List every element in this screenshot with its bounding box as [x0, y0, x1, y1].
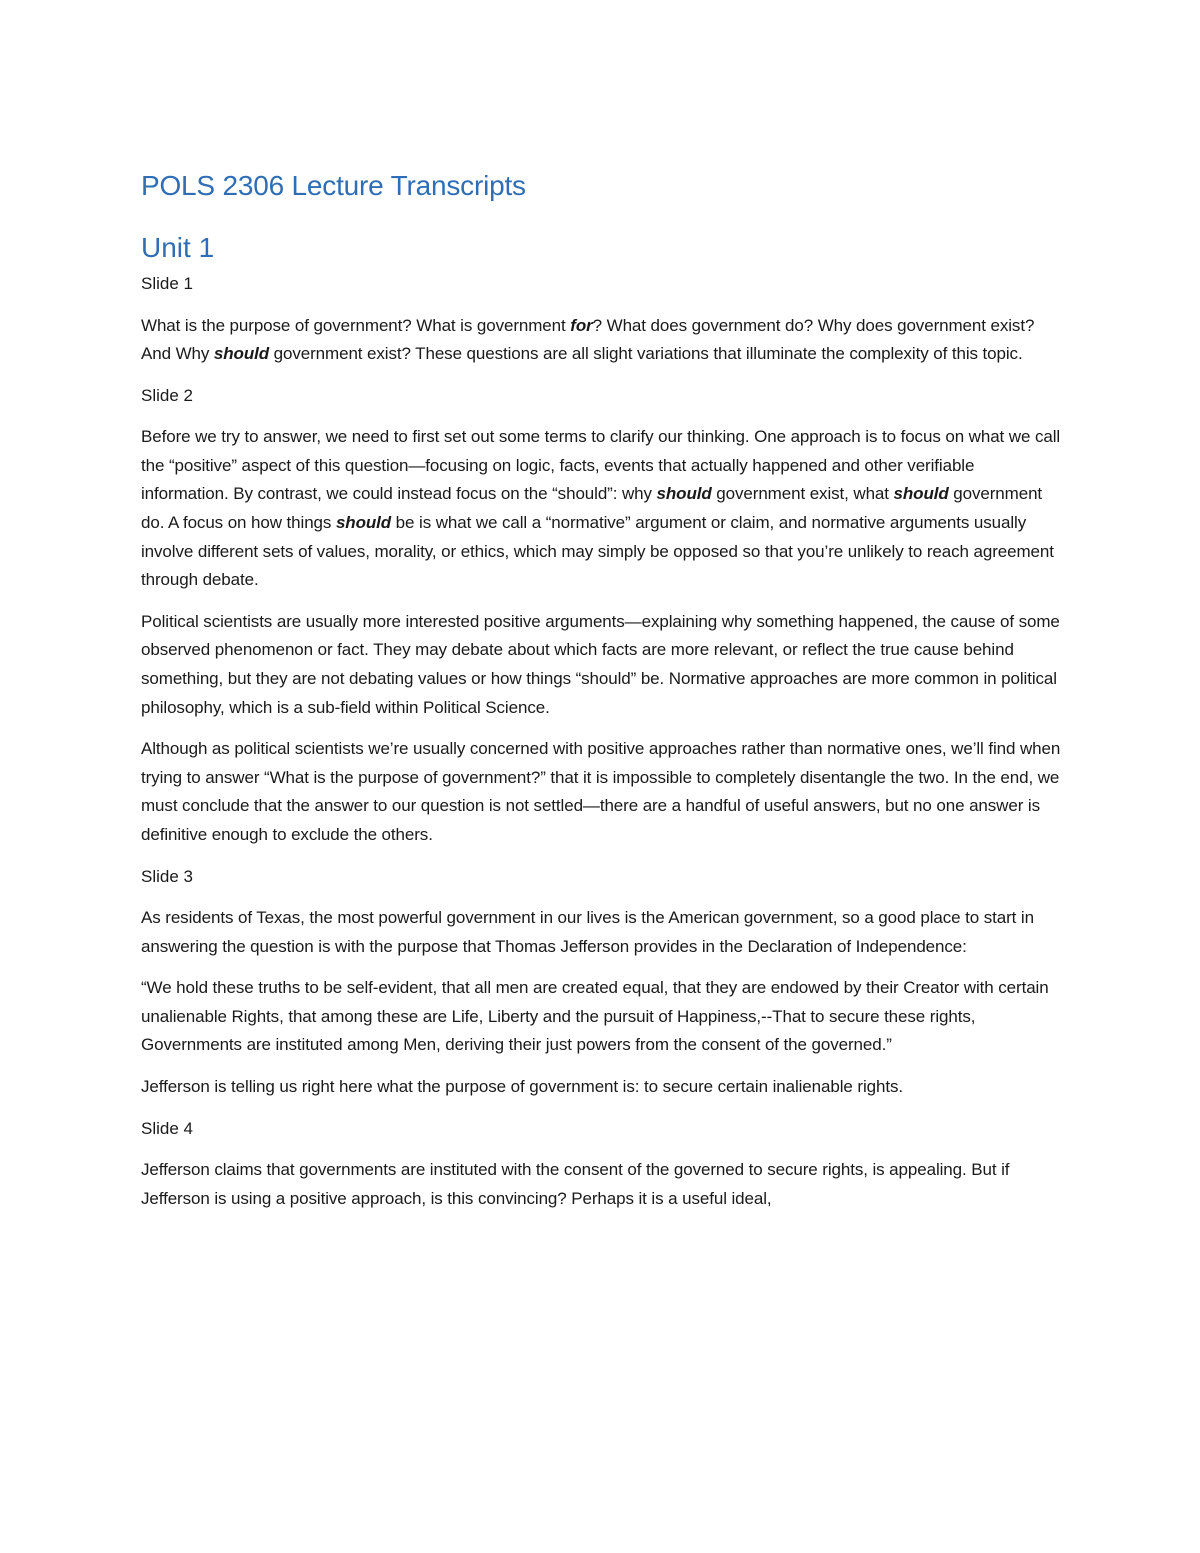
slide-3-quote: “We hold these truths to be self-evident, that all men are created equal, that they are endowed by their Creator with certain unalienable Rights, that among these are Life, Liberty and the pursuit of Happiness,--That to secure these rights, Governments are instituted among Men, deriving their just powers from the consent of the governed.” — [141, 978, 1049, 1055]
slide-4-heading: Slide 4 — [141, 1118, 193, 1138]
slide-4-paragraph-1: Jefferson claims that governments are instituted with the consent of the governed to secure rights, is appealing. But if Jefferson is using a positive approach, is this convincing? Perhaps it is a useful ideal, — [141, 1160, 1010, 1208]
emphasis-should: should — [335, 512, 392, 532]
slide-2-paragraph-1: Before we try to answer, we need to first set out some terms to clarify our thinking. One approach is to focus on what we call the “positive” aspect of this question—focusing on logic, facts, events that actually happened and other verifiable information. By contrast, we could instead focus on the “should”: why should government exist, what should government do. A focus on how things should be is what we call a “normative” argument or claim, and normative arguments usually involve different sets of values, morality, or ethics, which may simply be opposed so that you’re unlikely to reach agreement through debate. — [141, 427, 1061, 590]
emphasis-should: should — [893, 484, 949, 504]
document-page — [141, 166, 1061, 1213]
emphasis-for: for — [570, 315, 593, 335]
slide-1-paragraph: What is the purpose of government? What is government for? What does government do? Why does government exist? And Why should government exist? These questions are all slight variations that illuminate the complexity of this topic. — [141, 315, 1035, 364]
unit-heading: Unit 1 — [141, 232, 215, 263]
slide-2-paragraph-2: Political scientists are usually more interested positive arguments—explaining why something happened, the cause of some observed phenomenon or fact. They may debate about which facts are more relevant, or reflect the true cause behind something, but they are not debating values or how things “should” be. Normative approaches are more common in political philosophy, which is a sub-field within Political Science. — [141, 611, 1060, 717]
document-title: POLS 2306 Lecture Transcripts — [141, 170, 526, 201]
slide-2-paragraph-3: Although as political scientists we’re usually concerned with positive approaches rather than normative ones, we’ll find when trying to answer “What is the purpose of government?” that it is impossible to completely disentangle the two. In the end, we must conclude that the answer to our question is not settled—there are a handful of useful answers, but no one answer is definitive enough to exclude the others. — [141, 739, 1061, 844]
emphasis-should: should — [213, 344, 270, 364]
emphasis-should: should — [656, 484, 712, 504]
slide-3-paragraph-3: Jefferson is telling us right here what the purpose of government is: to secure certain inalienable rights. — [141, 1076, 903, 1096]
slide-1-heading: Slide 1 — [141, 274, 193, 293]
slide-3-heading: Slide 3 — [141, 866, 193, 886]
slide-2-heading: Slide 2 — [141, 385, 193, 405]
slide-3-paragraph-1: As residents of Texas, the most powerful government in our lives is the American government, so a good place to start in answering the question is with the purpose that Thomas Jefferson provides in the Declaration of Independence: — [141, 908, 1034, 956]
